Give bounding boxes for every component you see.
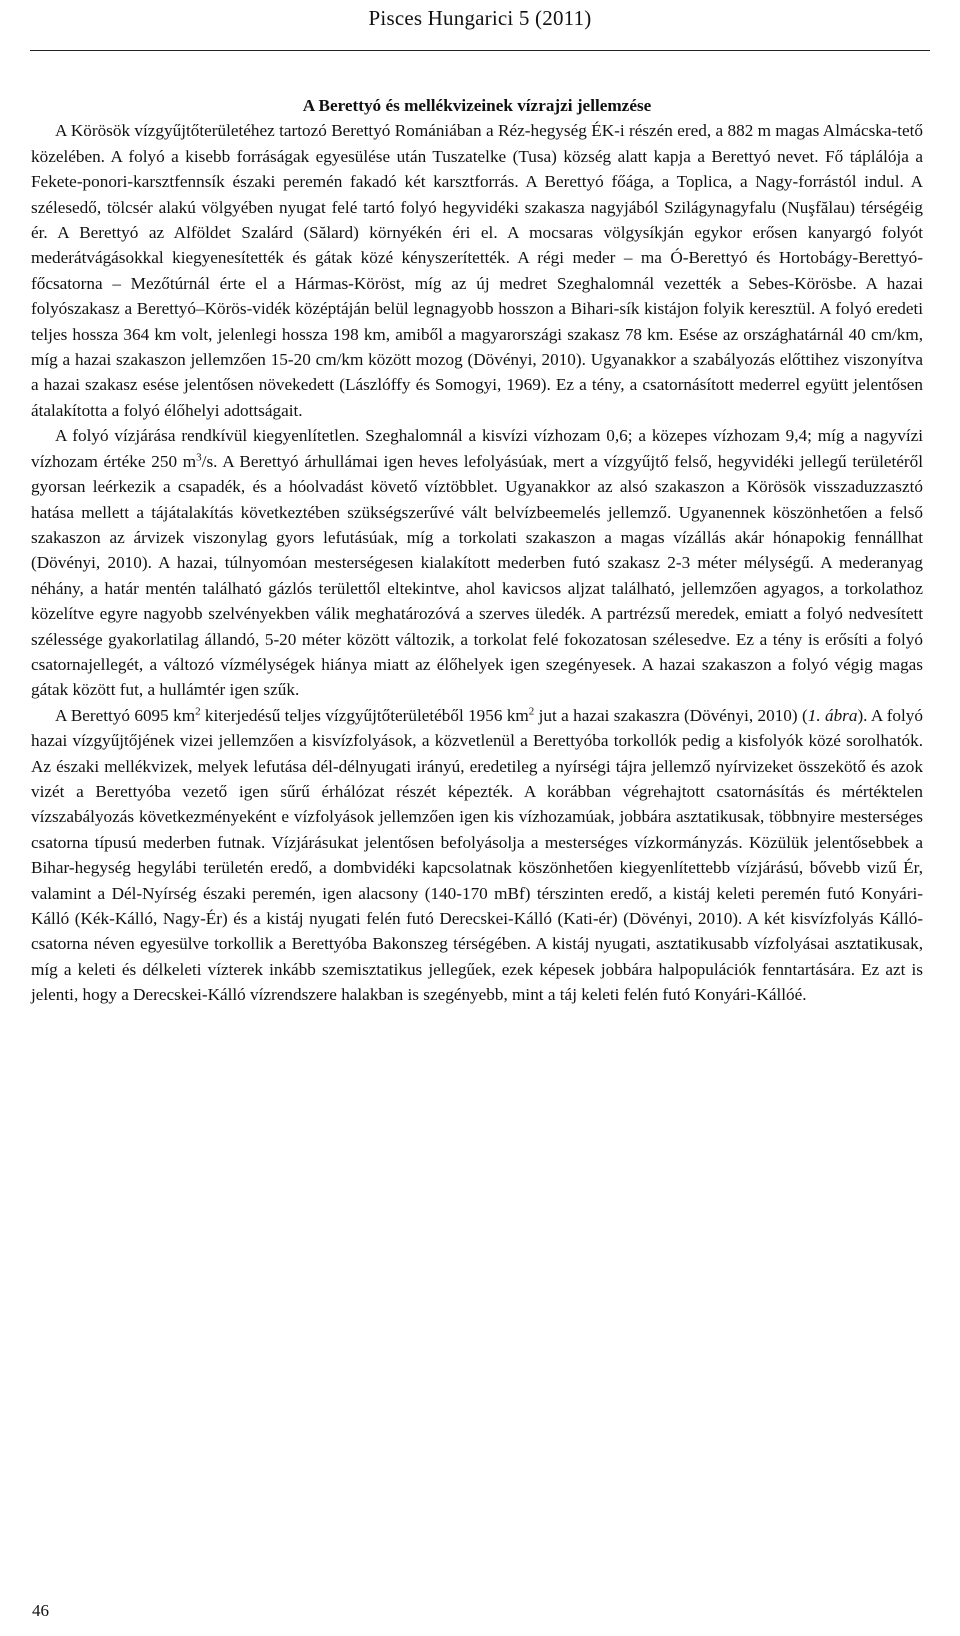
paragraph-1: A Körösök vízgyűjtőterületéhez tartozó Berettyó Romániában a Réz-hegység ÉK-i részén ered, a 882 m magas Almácska-tető közelében. A folyó a kisebb forráságak egyesülése után Tuszatelke (Tusa) község alatt kapja a Berettyó nevet. Fő táplálója a Fekete-ponori-karsztfennsík északi peremén fakadó két karsztforrás. A Berettyó főága, a Toplica, a Nagy-forrástól indul. A szélesedő, tölcsér alakú völgyében nyugat felé tartó folyó hegyvidéki szakasza nagyjából Szilágynagyfalu (Nuşfălau) térségéig ér. A Berettyó az Alföldet Szalárd (Sălard) környékén éri el. A mocsaras völgysíkján egykor erősen kanyargó folyót mederátvágásokkal kiegyenesítették és gátak közé kényszerítették. A régi meder – ma Ó-Berettyó és Hortobágy-Berettyó-főcsatorna – Mezőtúrnál érte el a Hármas-Köröst, míg az új medret Szeghalomnál vezették a Sebes-Körösbe. A hazai folyószakasz a Berettyó–Körös-vidék középtáján belül legnagyobb hosszon a Bihari-sík kistájon folyik keresztül. A folyó eredeti teljes hossza 364 km volt, jelenlegi hossza 198 km, amiből a magyarországi szakasz 78 km. Esése az országhatárnál 40 cm/km, míg a hazai szakaszon jellemzően 15-20 cm/km között mozog (Dövényi, 2010). Ugyanakkor a szabályozás előttihez viszonyítva a hazai szakasz esése jelentősen növekedett (Lászlóffy és Somogyi, 1969). Ez a tény, a csatornásított mederrel együtt jelentősen átalakította a folyó élőhelyi adottságait. xyxy=(31,121,923,420)
paragraph-2-text-a: A folyó vízjárása rendkívül kiegyenlítetlen. Szeghalomnál a kisvízi vízhozam 0,6; a közepes vízhozam 9,4; míg a nagyvízi vízhozam értéke 250 m xyxy=(31,426,923,471)
article-body xyxy=(31,93,923,1008)
page-number: 46 xyxy=(32,1601,49,1620)
paragraph-3-text-b: kiterjedésű teljes vízgyűjtőterületéből 1956 km xyxy=(200,705,529,725)
paragraph-2 xyxy=(31,423,923,702)
paragraph-3-text-a: A Berettyó 6095 km xyxy=(55,705,196,725)
superscript-2-second: 2 xyxy=(528,705,535,718)
section-title: A Berettyó és mellékvizeinek vízrajzi jellemzése xyxy=(302,96,652,115)
paragraph-3-text-d: ). A folyó hazai vízgyűjtőjének vizei jellemzően a kisvízfolyások, a közvetlenül a Berettyóba torkollók pedig a kisfolyók közé sorolhatók. Az északi mellékvizek, melyek lefutása dél-délnyugati irányú, eredetileg a nyírségi tájra jellemző nyírvizeket összekötő és azok vizét a Berettyóba vezető igen sűrű érhálózat részét képezték. A korábban végrehajtott csatornásítás és mértéktelen vízszabályozás következményeként e vízfolyások jellemzően igen kis vízhozamúak, jobbára asztatikusak, többnyire mesterséges csatorna típusú mederben futnak. Vízjárásukat jelentősen befolyásolja a mesterséges vízkormányzás. Közülük jelentősebbek a Bihar-hegység hegylábi területén eredő, a dombvidéki kapcsolatnak köszönhetően kiegyenlítettebb vízjárású, bővebb vizű Ér, valamint a Dél-Nyírség északi peremén, igen alacsony (140-170 mBf) térszinten eredő, a kistáj keleti peremén futó Konyári-Kálló (Kék-Kálló, Nagy-Ér) és a kistáj nyugati felén futó Derecskei-Kálló (Kati-ér) (Dövényi, 2010). A két kisvízfolyás Kálló-csatorna néven egyesülve torkollik a Berettyóba Bakonszeg térségében. A kistáj nyugati, asztatikusabb vízfolyásai asztatikusak, míg a keleti és délkeleti vízterek inkább szemisztatikus jellegűek, ezek képesek jobbára halpopulációk fenntartására. Ez azt is jelenti, hogy a Derecskei-Kálló vízrendszere halakban is szegényebb, mint a táj keleti felén futó Konyári-Kállóé. xyxy=(31,705,923,1005)
paragraph-2-text-b: /s. A Berettyó árhullámai igen heves lefolyásúak, mert a vízgyűjtő felső, hegyvidéki jellegű területéről gyorsan leérkezik a csapadék, és a hóolvadást követő víztöbblet. Ugyanakkor az alsó szakaszon a Körösök visszaduzzasztó hatása mellett a tájátalakítás következtében szükségszerűvé vált belvízbeemelés jellemző. Ugyanennek köszönhetően a felső szakaszon az árvizek viszonylag gyors lefutásúak, míg a torkolati szakaszon a magas vízállás akár hónapokig fennállhat (Dövényi, 2010). A hazai, túlnyomóan mesterségesen kialakított mederben futó szakasz 2-3 méter mélységű. A mederanyag néhány, a határ mentén található gázlós területtől eltekintve, ahol kavicsos aljzat található, jellemzően agyagos, a torkolathoz közelítve egyre nagyobb szelvényekben válik meghatározóvá a szerves üledék. A partrézsű meredek, emiatt a folyó nedvesített szélessége gyakorlatilag állandó, 5-20 méter között változik, a torkolat felé fokozatosan szélesedve. Ez a tény is erősíti a folyó csatornajellegét, a változó vízmélységek hiánya miatt az élőhelyek igen szegényesek. A hazai szakaszon a folyó végig magas gátak között fut, a hullámtér igen szűk. xyxy=(31,451,923,700)
header-rule xyxy=(30,50,930,51)
superscript-3: 3 xyxy=(196,450,202,463)
figure-reference: 1. ábra xyxy=(807,705,858,725)
superscript-2-first: 2 xyxy=(195,705,201,718)
paragraph-3 xyxy=(31,703,923,1008)
paragraph-3-text-c: jut a hazai szakaszra (Dövényi, 2010) ( xyxy=(534,705,808,725)
running-header: Pisces Hungarici 5 (2011) xyxy=(368,6,592,30)
